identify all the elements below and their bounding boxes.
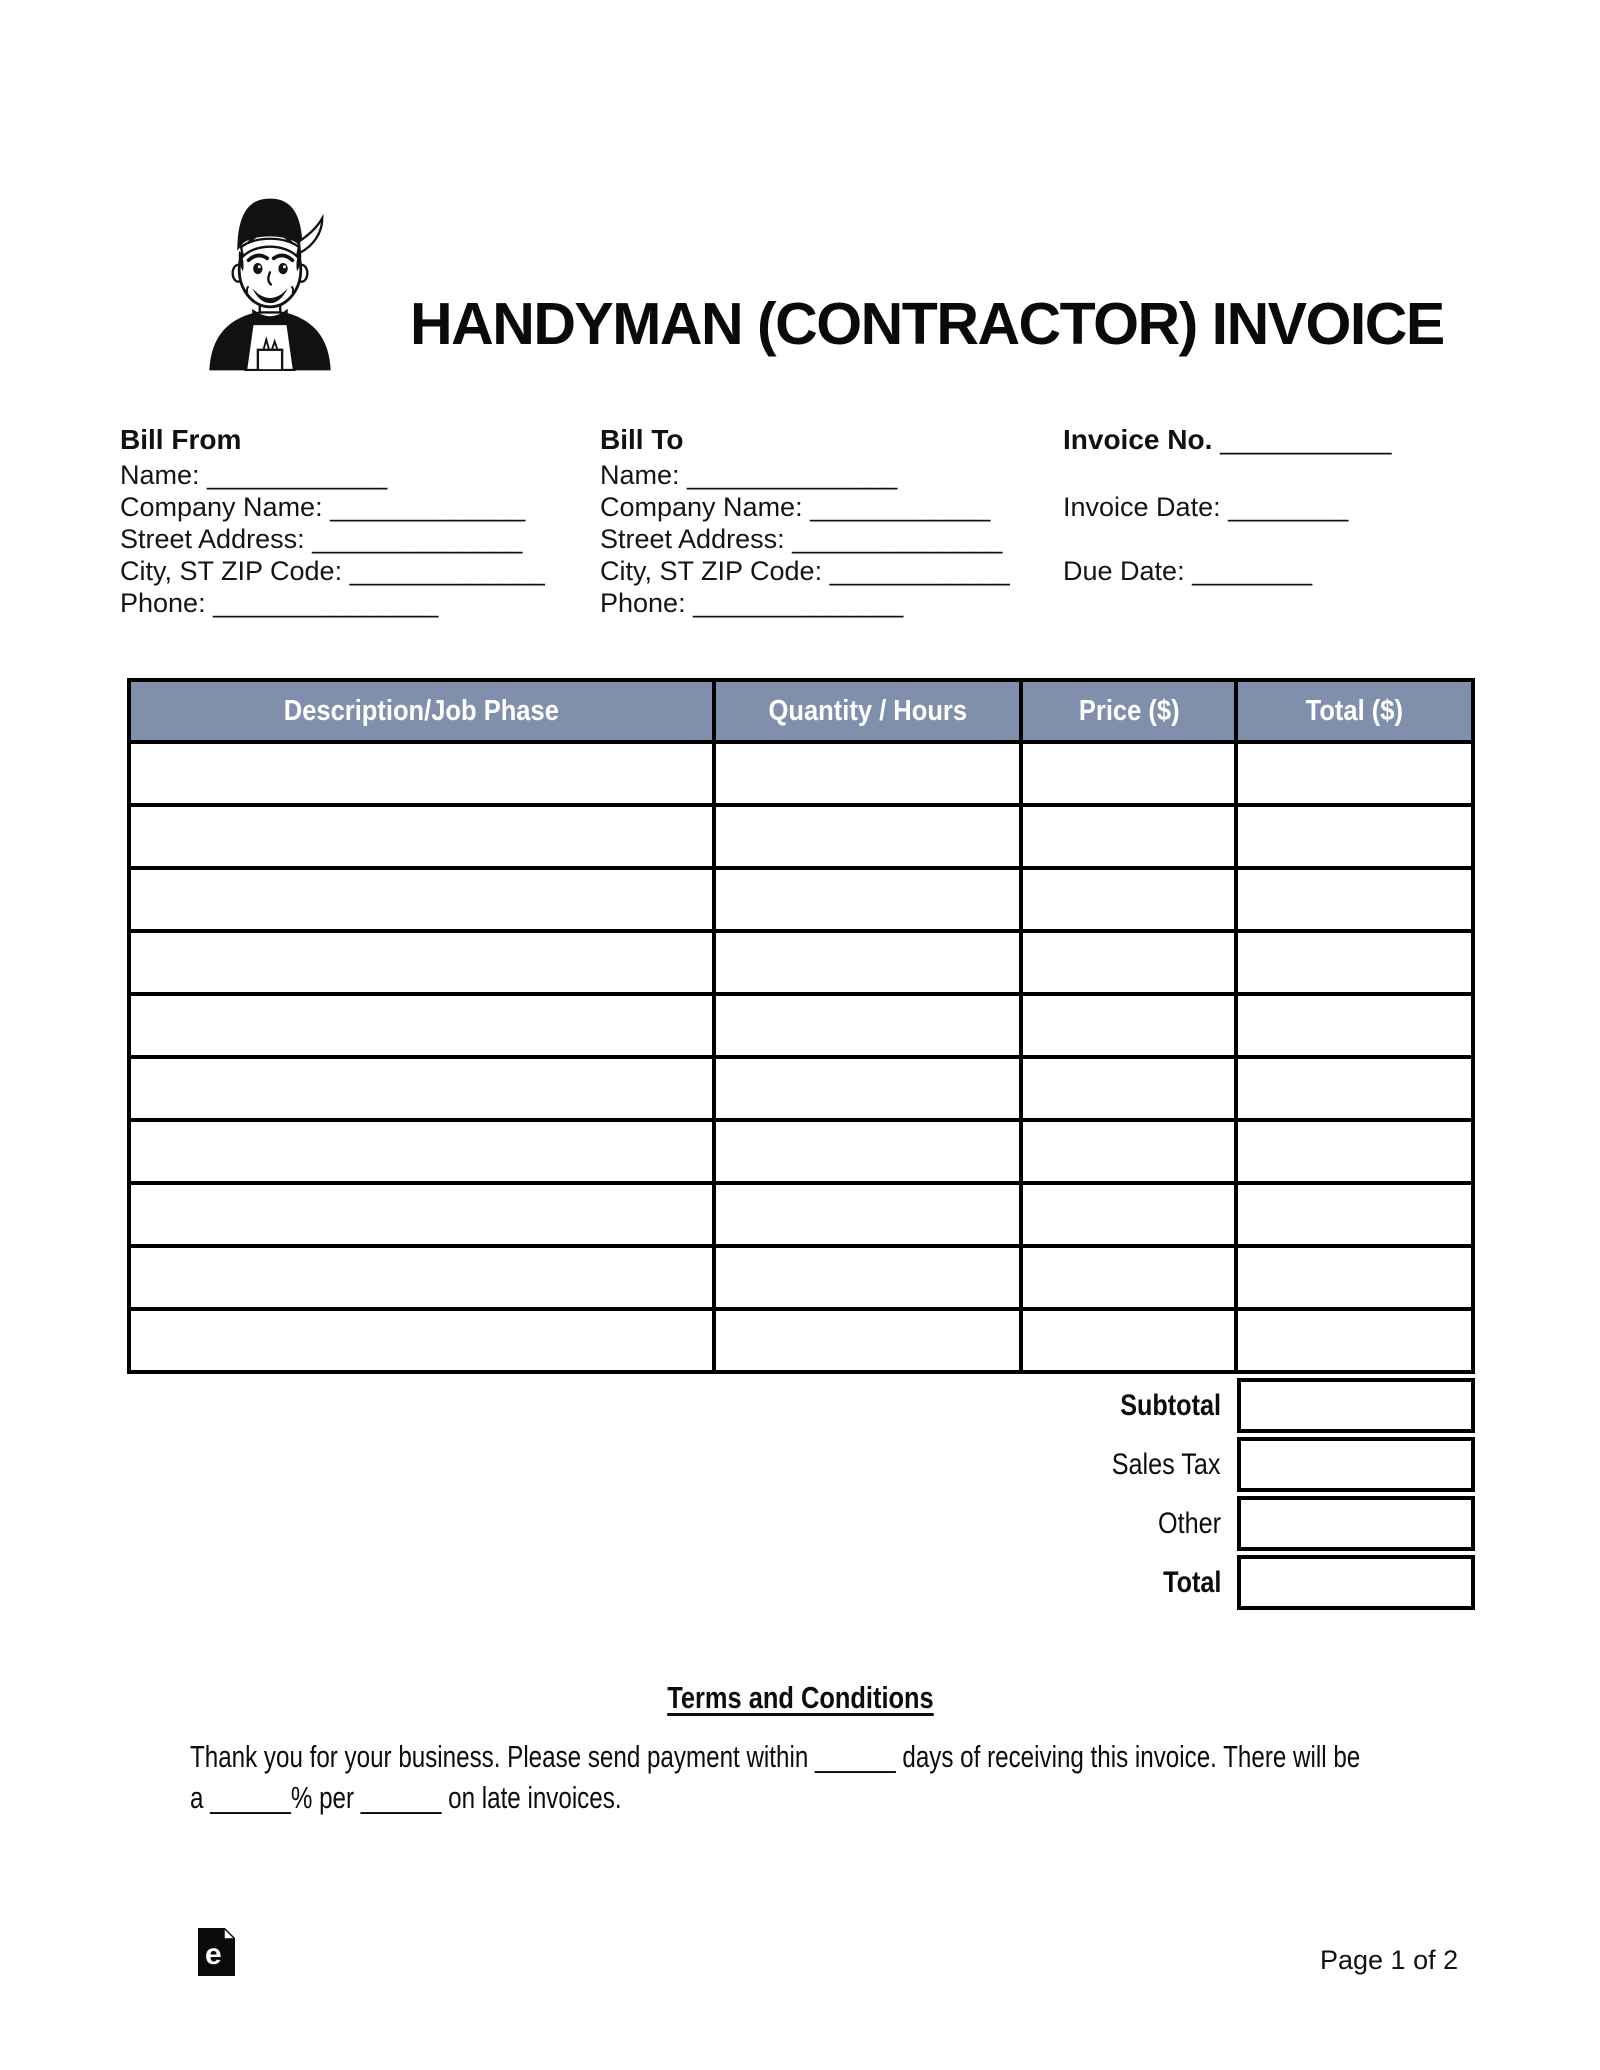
table-cell[interactable] [1021, 805, 1236, 868]
table-cell[interactable] [1021, 1120, 1236, 1183]
table-cell[interactable] [129, 868, 714, 931]
bill-from-city-field[interactable]: City, ST ZIP Code: _____________ [120, 556, 545, 586]
invoice-number-label: Invoice No. [1063, 424, 1213, 455]
table-cell[interactable] [1236, 868, 1473, 931]
other-label: Other [1157, 1506, 1221, 1540]
table-cell[interactable] [714, 1120, 1022, 1183]
handyman-cartoon-logo [200, 183, 340, 371]
table-cell[interactable] [129, 1057, 714, 1120]
table-cell[interactable] [1021, 994, 1236, 1057]
col-header-total: Total ($) [1236, 680, 1473, 742]
table-header-row [129, 680, 1473, 742]
terms-body-text[interactable]: Thank you for your business. Please send payment within ______ days of receiving this invoice. There will be a ______% per ______ on late invoices. [190, 1739, 1361, 1815]
table-cell[interactable] [714, 1183, 1022, 1246]
total-label: Total [1162, 1565, 1221, 1599]
table-cell[interactable] [129, 994, 714, 1057]
other-row [127, 1496, 1475, 1551]
total-value-box[interactable] [1237, 1555, 1475, 1610]
table-cell[interactable] [714, 1246, 1022, 1309]
line-items-table [127, 678, 1475, 1374]
table-cell[interactable] [1021, 868, 1236, 931]
table-cell[interactable] [714, 868, 1022, 931]
terms-heading-wrap [0, 1680, 1600, 1716]
table-cell[interactable] [129, 805, 714, 868]
bill-to-section [600, 424, 1080, 639]
table-cell[interactable] [129, 1309, 714, 1372]
subtotal-label: Subtotal [1120, 1388, 1221, 1422]
table-row [129, 1246, 1473, 1309]
total-row [127, 1555, 1475, 1610]
table-cell[interactable] [714, 931, 1022, 994]
table-cell[interactable] [129, 742, 714, 805]
sales-tax-label: Sales Tax [1112, 1447, 1221, 1481]
table-cell[interactable] [1236, 805, 1473, 868]
table-cell[interactable] [714, 994, 1022, 1057]
other-value-box[interactable] [1237, 1496, 1475, 1551]
table-cell[interactable] [1236, 1183, 1473, 1246]
bill-to-company-field[interactable]: Company Name: ____________ [600, 492, 991, 522]
bill-to-name-field[interactable]: Name: ______________ [600, 460, 898, 490]
col-header-description: Description/Job Phase [129, 680, 714, 742]
subtotal-value-box[interactable] [1237, 1378, 1475, 1433]
bill-from-section [120, 424, 600, 639]
due-date-field[interactable]: Due Date: ________ [1063, 556, 1313, 586]
table-cell[interactable] [714, 742, 1022, 805]
table-row [129, 1309, 1473, 1372]
table-row [129, 868, 1473, 931]
subtotal-row [127, 1378, 1475, 1433]
table-cell[interactable] [1021, 1057, 1236, 1120]
table-cell[interactable] [1236, 931, 1473, 994]
page-number: Page 1 of 2 [1320, 1945, 1459, 1975]
table-cell[interactable] [1236, 742, 1473, 805]
terms-heading: Terms and Conditions [666, 1680, 934, 1715]
invoice-table-body [129, 742, 1473, 1372]
table-cell[interactable] [1021, 1183, 1236, 1246]
table-cell[interactable] [1021, 931, 1236, 994]
invoice-number-blank[interactable]: ___________ [1212, 424, 1392, 455]
bill-from-heading: Bill From [120, 424, 242, 455]
invoice-number-field[interactable] [1063, 424, 1391, 456]
col-header-price: Price ($) [1021, 680, 1236, 742]
table-row [129, 994, 1473, 1057]
table-cell[interactable] [1236, 1246, 1473, 1309]
col-header-quantity: Quantity / Hours [714, 680, 1022, 742]
table-cell[interactable] [714, 805, 1022, 868]
table-cell[interactable] [714, 1057, 1022, 1120]
totals-section [127, 1378, 1475, 1614]
table-row [129, 1120, 1473, 1183]
table-row [129, 742, 1473, 805]
table-cell[interactable] [129, 1120, 714, 1183]
table-row [129, 805, 1473, 868]
table-cell[interactable] [129, 931, 714, 994]
table-row [129, 931, 1473, 994]
eforms-letter: e [205, 1938, 222, 1971]
eforms-document-icon [198, 1928, 235, 1976]
table-row [129, 1057, 1473, 1120]
bill-from-company-field[interactable]: Company Name: _____________ [120, 492, 526, 522]
table-cell[interactable] [129, 1246, 714, 1309]
table-cell[interactable] [1021, 1246, 1236, 1309]
table-cell[interactable] [1236, 994, 1473, 1057]
table-row [129, 1183, 1473, 1246]
bill-to-city-field[interactable]: City, ST ZIP Code: ____________ [600, 556, 1010, 586]
table-cell[interactable] [714, 1309, 1022, 1372]
table-cell[interactable] [1236, 1120, 1473, 1183]
table-cell[interactable] [1021, 1309, 1236, 1372]
invoice-date-field[interactable]: Invoice Date: ________ [1063, 492, 1349, 522]
page-title: HANDYMAN (CONTRACTOR) INVOICE [410, 291, 1444, 357]
sales-tax-value-box[interactable] [1237, 1437, 1475, 1492]
bill-to-phone-field[interactable]: Phone: ______________ [600, 588, 904, 618]
table-cell[interactable] [129, 1183, 714, 1246]
table-cell[interactable] [1236, 1057, 1473, 1120]
invoice-info-section [1063, 424, 1543, 639]
bill-from-phone-field[interactable]: Phone: _______________ [120, 588, 439, 618]
bill-from-name-field[interactable]: Name: ____________ [120, 460, 388, 490]
table-cell[interactable] [1021, 742, 1236, 805]
table-cell[interactable] [1236, 1309, 1473, 1372]
bill-to-heading: Bill To [600, 424, 684, 455]
bill-to-street-field[interactable]: Street Address: ______________ [600, 524, 1003, 554]
bill-from-street-field[interactable]: Street Address: ______________ [120, 524, 523, 554]
sales-tax-row [127, 1437, 1475, 1492]
